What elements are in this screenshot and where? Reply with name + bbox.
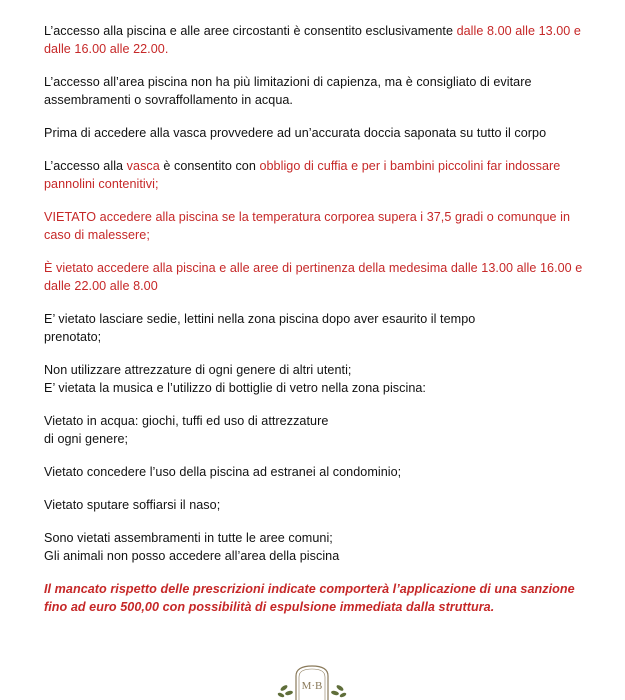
rule-swim-cap: L’accesso alla vasca è consentito con obbligo di cuffia e per i bambini piccolini far indossare pannolini contenitivi; xyxy=(44,159,561,191)
rule-closed-hours: È vietato accedere alla piscina e alle aree di pertinenza della medesima dalle 13.00 alle 16.00 e dalle 22.00 alle 8.00 xyxy=(44,261,583,293)
rule-outsiders: Vietato concedere l’uso della piscina ad estranei al condominio; xyxy=(44,465,402,479)
logo-laurel-right xyxy=(331,684,347,698)
rule-temperature: VIETATO accedere alla piscina se la temperatura corporea supera i 37,5 gradi o comunque in caso di malessere; xyxy=(44,210,571,242)
rule-shower: Prima di accedere alla vasca provvedere ad un’accurata doccia saponata su tutto il corpo xyxy=(44,126,547,140)
condominium-logo xyxy=(262,662,362,700)
rule-spitting: Vietato sputare soffiarsi il naso; xyxy=(44,498,221,512)
rule-chairs: E’ vietato lasciare sedie, lettini nella zona piscina dopo aver esaurito il tempo prenotato; xyxy=(44,312,476,344)
rule-capacity: L’accesso all’area piscina non ha più limitazioni di capienza, ma è consigliato di evitare assembramenti o sovraffollamento in acqua. xyxy=(44,75,532,107)
sanction-warning: Il mancato rispetto delle prescrizioni indicate comporterà l’applicazione di una sanzione fino ad euro 500,00 con possibilità di espulsione immediata dalla struttura. xyxy=(44,582,575,614)
rules-list xyxy=(44,22,589,631)
logo-laurel-left xyxy=(277,684,293,698)
rule-gatherings-animals: Sono vietati assembramenti in tutte le aree comuni; Gli animali non posso accedere all’area della piscina xyxy=(44,531,340,563)
rule-water-games: Vietato in acqua: giochi, tuffi ed uso di attrezzature di ogni genere; xyxy=(44,414,329,446)
logo-monogram: M·B xyxy=(301,680,323,692)
rule-equipment-music: Non utilizzare attrezzature di ogni genere di altri utenti; E’ vietata la musica e l’utilizzo di bottiglie di vetro nella zona piscina: xyxy=(44,363,426,395)
rule-access-hours: L’accesso alla piscina e alle aree circostanti è consentito esclusivamente dalle 8.00 alle 13.00 e dalle 16.00 alle 22.00. xyxy=(44,24,581,56)
